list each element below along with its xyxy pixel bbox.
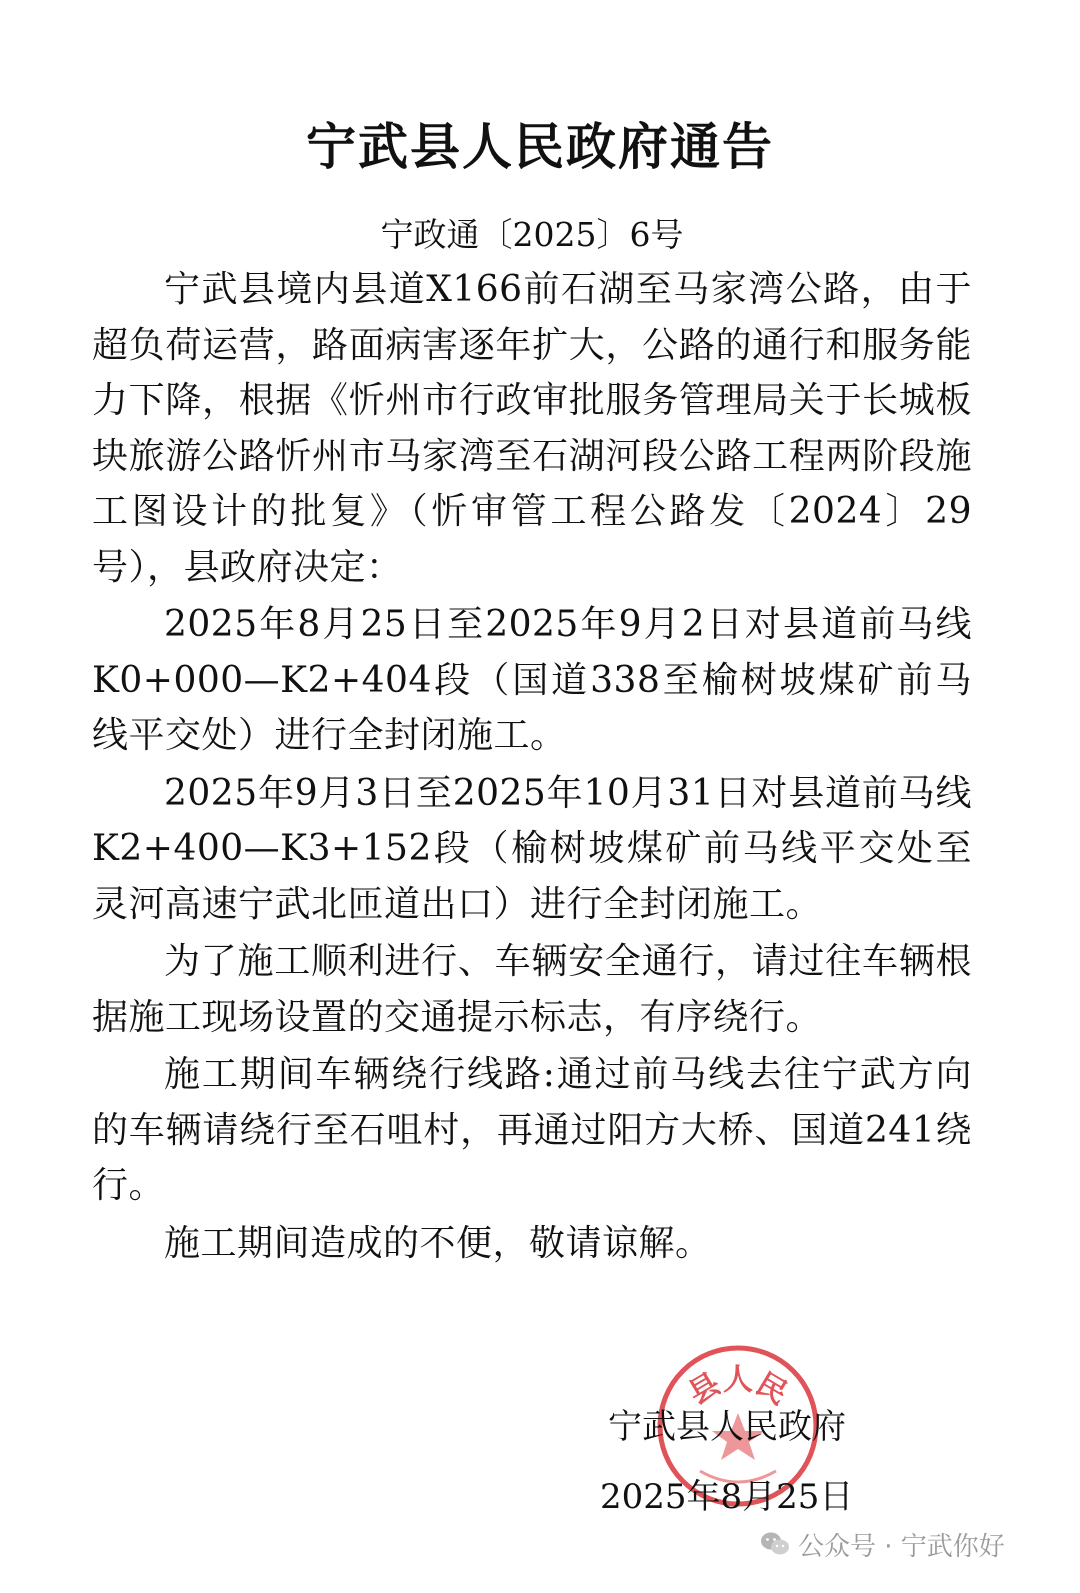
- signature-organization: 宁武县人民政府: [608, 1407, 846, 1447]
- document-number: 宁政通〔2025〕6号: [380, 215, 684, 254]
- paragraph-background: 宁武县境内县道X166前石湖至马家湾公路，由于超负荷运营，路面病害逐年扩大，公路的通行和服务能力下降，根据《忻州市行政审批服务管理局关于长城板块旅游公路忻州市马家湾至石湖河段公路工程两阶段施工图设计的批复》（忻审管工程公路发〔2024〕29号），县政府决定：: [92, 269, 972, 588]
- paragraph-closure-phase-1: 2025年8月25日至2025年9月2日对县道前马线K0+000—K2+404段（国道338至榆树坡煤矿前马线平交处）进行全封闭施工。: [92, 604, 972, 756]
- source-watermark: [760, 1524, 1005, 1564]
- paragraph-closure-phase-2: 2025年9月3日至2025年10月31日对县道前马线K2+400—K3+152段（榆树坡煤矿前马线平交处至灵河高速宁武北匝道出口）进行全封闭施工。: [92, 772, 972, 925]
- watermark-text: 公众号 · 宁武你好: [798, 1531, 1005, 1562]
- notice-body: [92, 262, 972, 1271]
- notice-title: 宁武县人民政府通告: [306, 118, 774, 176]
- signature-block: [600, 1392, 900, 1532]
- seal-text: 县人民: [682, 1362, 794, 1412]
- signature-date: 2025年8月25日: [600, 1477, 854, 1517]
- paragraph-detour-route: 施工期间车辆绕行线路:通过前马线去往宁武方向的车辆请绕行至石咀村，再通过阳方大桥、国道241绕行。: [92, 1054, 972, 1206]
- paragraph-detour-request: 为了施工顺利进行、车辆安全通行，请过往车辆根据施工现场设置的交通提示标志，有序绕行。: [92, 941, 972, 1038]
- wechat-icon: [760, 1531, 790, 1557]
- paragraph-apology: 施工期间造成的不便，敬请谅解。: [164, 1222, 712, 1264]
